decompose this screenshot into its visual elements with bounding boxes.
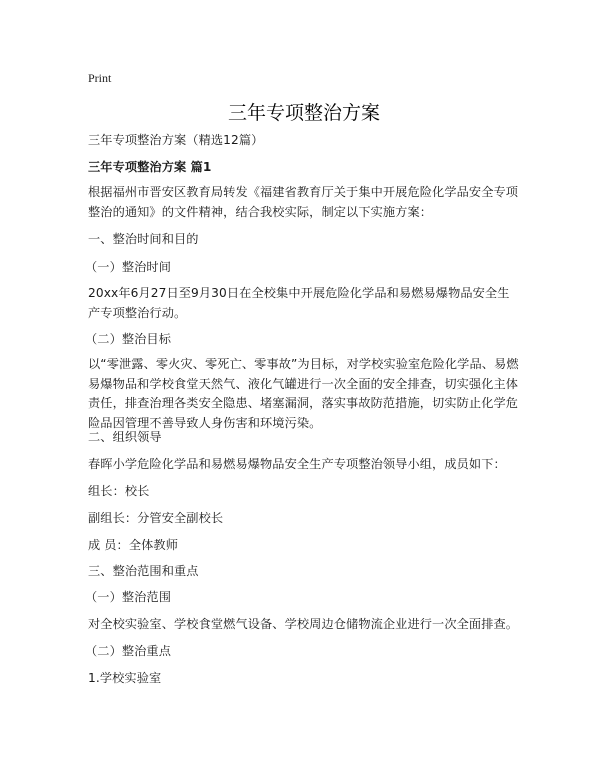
item-lab: 1.学校实验室 [88,671,162,685]
heading-time-purpose: 一、整治时间和目的 [88,232,199,246]
paragraph-time: 20xx年6月27日至9月30日在全校集中开展危险化学品和易燃易爆物品安全生产专项整治行动。 [88,286,510,320]
paragraph-organization: 春晖小学危险化学品和易燃易爆物品安全生产专项整治领导小组，成员如下： [88,457,506,471]
subheading-time: （一）整治时间 [85,260,172,274]
heading-scope: 三、整治范围和重点 [88,564,199,578]
section-heading: 三年专项整治方案 篇1 [88,160,212,174]
subheading-focus: （二）整治重点 [85,644,172,658]
paragraph-goal: 以“零泄露、零火灾、零死亡、零事故”为目标，对学校实验室危险化学品、易燃易爆物品和学校食堂天然气、液化气罐进行一次全面的安全排查，切实强化主体责任，排查治理各类安全隐患、堵塞漏洞，落实事故防范措施，切实防止化学危险品因管理不善导致人身伤害和环境污染。 [88,357,519,430]
print-label: Print [88,71,112,85]
team-members: 成 员：全体教师 [88,538,178,552]
heading-organization: 二、组织领导 [88,430,162,444]
deputy-leader: 副组长：分管安全副校长 [88,511,224,525]
subheading-goal: （二）整治目标 [85,332,172,346]
document-subtitle: 三年专项整治方案（精选12篇） [88,133,264,147]
paragraph-scope: 对全校实验室、学校食堂燃气设备、学校周边仓储物流企业进行一次全面排查。 [88,617,519,631]
subheading-scope: （一）整治范围 [85,590,172,604]
team-leader: 组长：校长 [88,484,150,498]
document-title: 三年专项整治方案 [227,102,380,124]
paragraph-intro: 根据福州市晋安区教育局转发《福建省教育厅关于集中开展危险化学品安全专项整治的通知》的文件精神，结合我校实际，制定以下实施方案： [88,185,519,219]
